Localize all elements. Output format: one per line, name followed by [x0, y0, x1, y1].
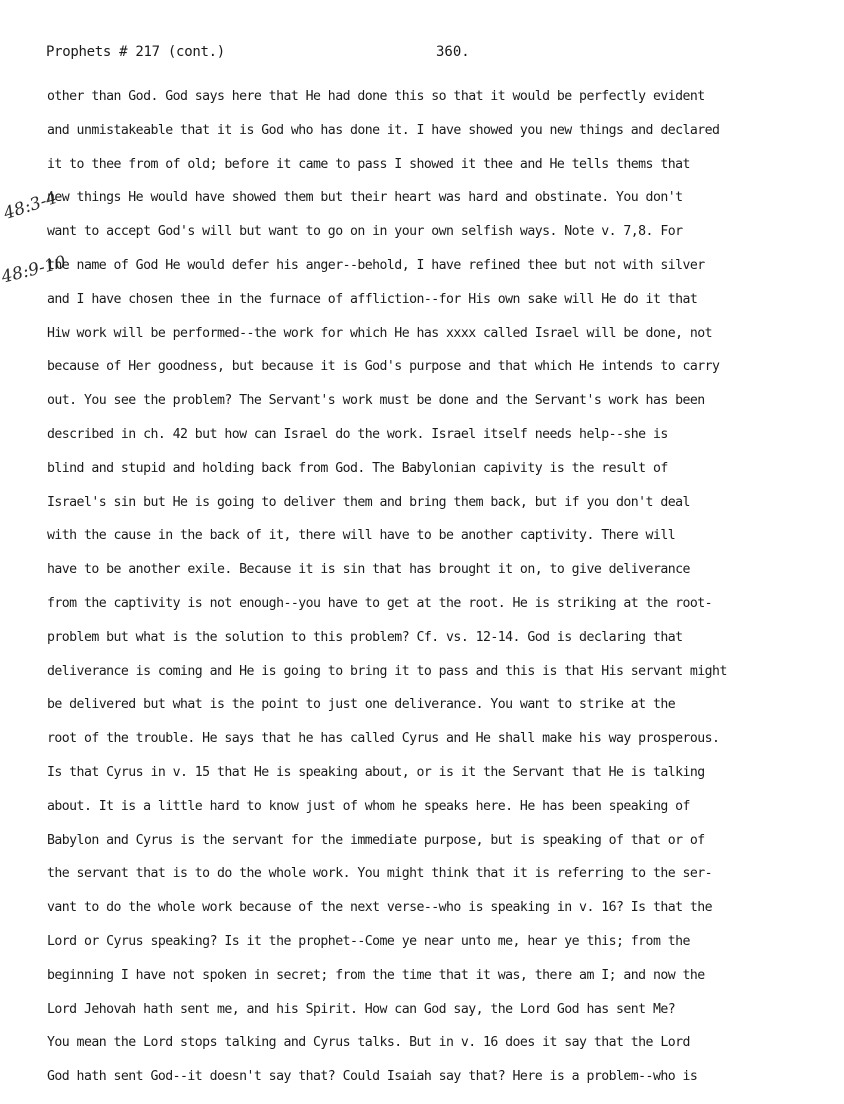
text-line: Lord or Cyrus speaking? Is it the prophet--Come ye near unto me, hear ye this; from the — [47, 933, 690, 949]
body-text — [47, 80, 822, 1094]
text-line: You mean the Lord stops talking and Cyrus talks. But in v. 16 does it say that the Lord — [47, 1035, 690, 1051]
text-line: new things He would have showed them but their heart was hard and obstinate. You don't — [47, 190, 683, 206]
text-line: and unmistakeable that it is God who has done it. I have showed you new things and declared — [47, 122, 720, 138]
text-line: blind and stupid and holding back from God. The Babylonian capivity is the result of — [47, 460, 668, 476]
text-line: Lord Jehovah hath sent me, and his Spirit. How can God say, the Lord God has sent Me? — [47, 1001, 676, 1017]
margin-note: 48:3-4 — [1, 188, 60, 224]
text-line: about. It is a little hard to know just of whom he speaks here. He has been speaking of — [47, 798, 690, 814]
text-line: beginning I have not spoken in secret; from the time that it was, there am I; and now the — [47, 967, 705, 983]
text-line: the servant that is to do the whole work. You might think that it is referring to the ser- — [47, 866, 713, 882]
text-line: because of Her goodness, but because it is God's purpose and that which He intends to carry — [47, 359, 720, 375]
text-line: God hath sent God--it doesn't say that? Could Isaiah say that? Here is a problem--who is — [47, 1069, 698, 1085]
text-line: described in ch. 42 but how can Israel do the work. Israel itself needs help--she is — [47, 426, 668, 442]
text-line: want to accept God's will but want to go on in your own selfish ways. Note v. 7,8. For — [47, 224, 683, 240]
margin-note: 48:9-10 — [0, 252, 69, 288]
text-line: problem but what is the solution to this problem? Cf. vs. 12-14. God is declaring that — [47, 629, 683, 645]
page-number: 360. — [436, 44, 470, 60]
text-line: Babylon and Cyrus is the servant for the immediate purpose, but is speaking of that or of — [47, 832, 705, 848]
text-line: have to be another exile. Because it is sin that has brought it on, to give deliverance — [47, 562, 690, 578]
text-line: deliverance is coming and He is going to bring it to pass and this is that His servant might — [47, 663, 727, 679]
text-line: other than God. God says here that He had done this so that it would be perfectly evident — [47, 89, 705, 104]
text-line: the name of God He would defer his anger--behold, I have refined thee but not with silver — [47, 257, 705, 273]
page-header: Prophets # 217 (cont.) — [46, 44, 225, 60]
text-line: vant to do the whole work because of the next verse--who is speaking in v. 16? Is that the — [47, 900, 713, 916]
text-line: with the cause in the back of it, there will have to be another captivity. There will — [47, 528, 676, 544]
text-line: Israel's sin but He is going to deliver them and bring them back, but if you don't deal — [47, 494, 690, 510]
text-line: out. You see the problem? The Servant's work must be done and the Servant's work has been — [47, 393, 705, 409]
text-line: Hiw work will be performed--the work for which He has xxxx called Israel will be done, not — [47, 325, 713, 341]
text-line: and I have chosen thee in the furnace of affliction--for His own sake will He do it that — [47, 291, 698, 307]
text-line: Is that Cyrus in v. 15 that He is speaking about, or is it the Servant that He is talking — [47, 764, 705, 780]
text-line: root of the trouble. He says that he has called Cyrus and He shall make his way prosperous. — [47, 731, 720, 747]
text-line: from the captivity is not enough--you have to get at the root. He is striking at the root- — [47, 595, 713, 611]
text-line: be delivered but what is the point to just one deliverance. You want to strike at the — [47, 697, 676, 713]
text-line: it to thee from of old; before it came to pass I showed it thee and He tells thems that — [47, 156, 690, 172]
